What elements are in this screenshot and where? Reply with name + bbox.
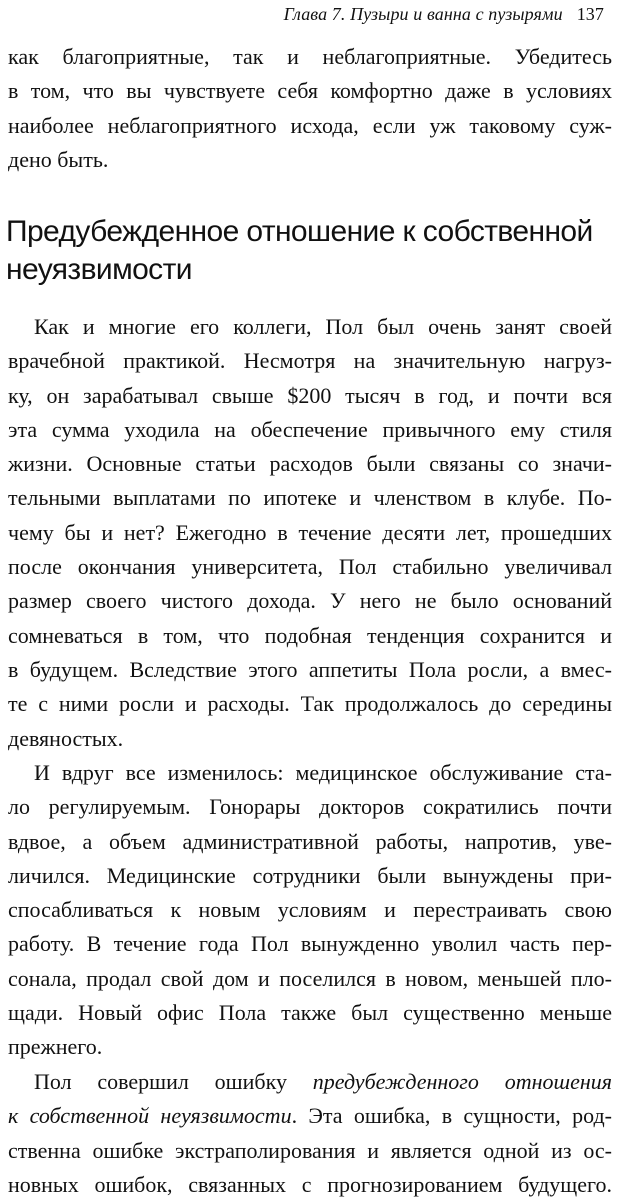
text-run: . Эта ошибка, в сущности, род- (291, 1103, 612, 1129)
text-line: щади. Новый офис Пола также был существенно меньше (8, 1000, 612, 1026)
text-line: те с ними росли и расходы. Так продолжалось до середины (8, 691, 612, 717)
running-header (284, 4, 604, 25)
text-line: дено быть. (8, 146, 109, 172)
text-line: вдвое, а объем административной работы, напротив, уве- (8, 828, 612, 854)
paragraph-3 (8, 1065, 612, 1202)
text-line: прежнего. (8, 1034, 103, 1060)
text-line: новных ошибок, связанных с прогнозированием будущего. (8, 1171, 612, 1197)
text-line: врачебной практикой. Несмотря на значительную нагруз- (8, 348, 612, 374)
paragraph-2 (8, 756, 612, 1065)
text-line: чему бы и нет? Ежегодно в течение десяти лет, прошедших (8, 519, 612, 545)
intro-paragraph (8, 40, 612, 177)
italic-term: предубежденного отношения (312, 1069, 613, 1094)
section-heading-line: неуязвимости (6, 253, 192, 286)
text-line: Как и многие его коллеги, Пол был очень занят своей (34, 314, 612, 339)
text-line: жизни. Основные статьи расходов были связаны со значи- (8, 451, 612, 477)
text-line: в том, что вы чувствуете себя комфортно даже в условиях (8, 78, 612, 104)
text-line: спосабливаться к новым условиям и перестраивать свою (8, 897, 612, 923)
text-line: тельными выплатами по ипотеке и членством в клубе. По- (8, 485, 612, 511)
page-number: 137 (576, 4, 604, 24)
text-line: ственна ошибке экстраполирования и является одной из ос- (8, 1137, 612, 1163)
text-line: ку, он зарабатывал свыше $200 тысяч в год, и почти вся (8, 382, 612, 408)
text-line: ло регулируемым. Гонорары докторов сократились почти (8, 794, 612, 820)
chapter-title: Глава 7. Пузыри и ванна с пузырями (283, 4, 563, 24)
text-line: личился. Медицинские сотрудники были вынуждены при- (8, 862, 612, 888)
text-line: И вдруг все изменилось: медицинское обслуживание ста- (34, 760, 612, 785)
text-line: после окончания университета, Пол стабильно увеличивал (8, 554, 612, 580)
text-line: работу. В течение года Пол вынужденно уволил часть пер- (8, 931, 612, 957)
text-line: размер своего чистого дохода. У него не было оснований (8, 588, 612, 614)
section-heading-line: Предубежденное отношение к собственной (6, 215, 593, 248)
paragraph-1 (8, 310, 612, 756)
text-line: девяностых. (8, 725, 124, 751)
text-line: наиболее неблагоприятного исхода, если уж таковому суж- (8, 112, 612, 138)
text-line: как благоприятные, так и неблагоприятные. Убедитесь (8, 44, 612, 69)
text-line: сомневаться в том, что подобная тенденция сохранится и (8, 622, 612, 648)
text-line (8, 1099, 612, 1133)
text-line (8, 1065, 612, 1099)
text-line: эта сумма уходила на обеспечение привычного ему стиля (8, 416, 612, 442)
text-run: Пол совершил ошибку (34, 1069, 313, 1094)
text-line: в будущем. Вследствие этого аппетиты Пола росли, а вмес- (8, 656, 612, 682)
text-line: сонала, продал свой дом и поселился в новом, меньшей пло- (8, 965, 612, 991)
section-heading (6, 213, 616, 289)
italic-term: к собственной неуязвимости (8, 1103, 292, 1129)
